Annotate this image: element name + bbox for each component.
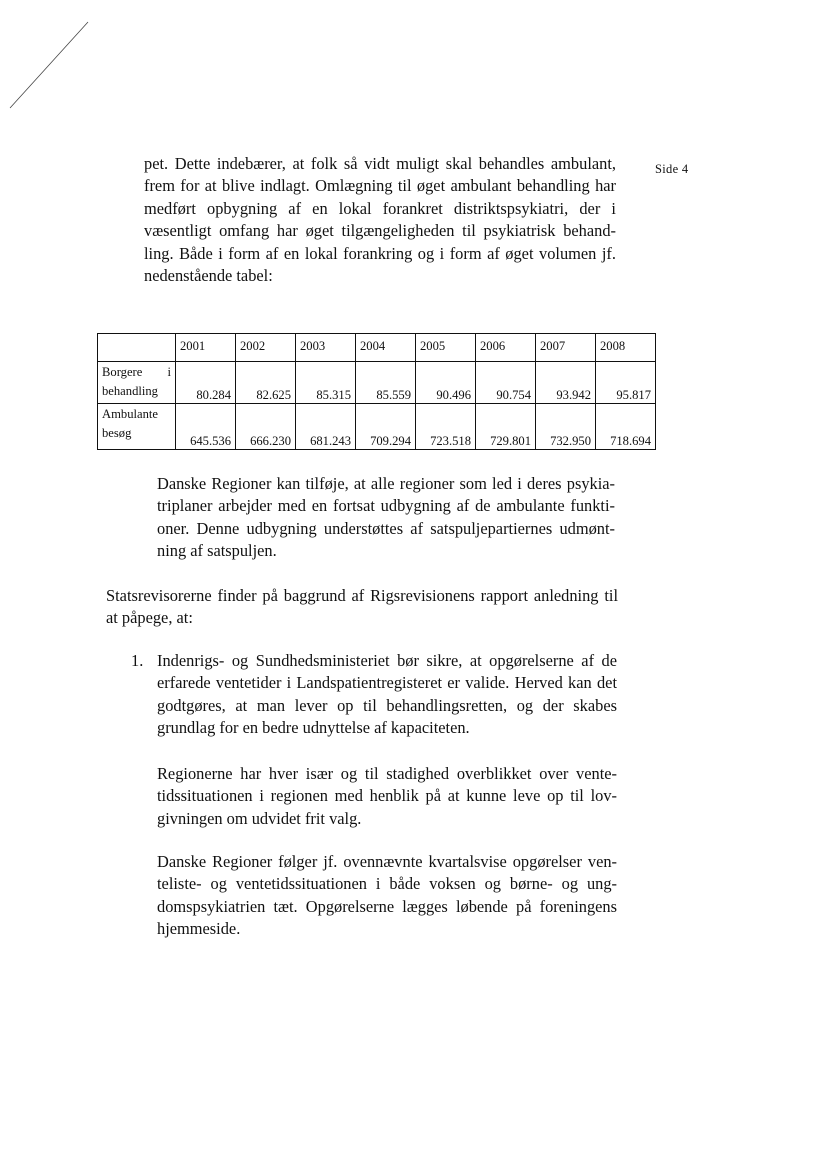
list-item-text: Indenrigs- og Sundhedsministeriet bør sikre, at opgørelserne af de erfarede ventetider i Landspatientregisteret er valide. Herved kan det godtgøres, at man lever op til behandlingsretten, og der skabes grundlag for en bedre udnyttelse af kapaciteten. — [157, 651, 617, 738]
table-cell: 729.801 — [476, 404, 536, 450]
table-cell: 82.625 — [236, 362, 296, 404]
auditors-paragraph: Statsrevisorerne finder på baggrund af Rigsrevisionens rapport anledning til at påpege, at: — [106, 586, 618, 628]
table-cell: 732.950 — [536, 404, 596, 450]
row-label-visits: Ambulante besøg — [98, 404, 176, 450]
year-header: 2008 — [596, 334, 656, 362]
row-label-citizens: Borgere i behandling — [98, 362, 176, 404]
regions-follow-paragraph: Danske Regioner følger jf. ovennævnte kvartalsvise opgørelser ven- teliste- og ventetidssituationen i både voksen og børne- og ung- domspsykiatrien tæt. Opgørelserne lægges løbende på foreningens hjemmeside. — [157, 852, 617, 939]
table-row — [98, 404, 656, 450]
year-header: 2003 — [296, 334, 356, 362]
year-header: 2006 — [476, 334, 536, 362]
year-header: 2004 — [356, 334, 416, 362]
table-cell: 90.496 — [416, 362, 476, 404]
table-cell: 723.518 — [416, 404, 476, 450]
table-cell: 90.754 — [476, 362, 536, 404]
table-cell: 93.942 — [536, 362, 596, 404]
table-cell: 666.230 — [236, 404, 296, 450]
page-number: Side 4 — [655, 162, 689, 176]
list-item-number: 1. — [131, 651, 144, 670]
year-header: 2001 — [176, 334, 236, 362]
regions-overview-paragraph: Regionerne har hver især og til stadighed overblikket over vente- tidssituationen i regionen med henblik på at kunne leve op til lov- givningen om udvidet frit valg. — [157, 764, 617, 828]
regions-note-paragraph: Danske Regioner kan tilføje, at alle regioner som led i deres psykia- triplaner arbejder med en fortsat udbygning af de ambulante funkti- oner. Denne udbygning understøttes af satspuljepartiernes udmønt- ning af satspuljen. — [157, 474, 615, 561]
year-header: 2005 — [416, 334, 476, 362]
psychiatry-stats-table — [97, 333, 656, 450]
table-row — [98, 362, 656, 404]
table-corner-cell — [98, 334, 176, 362]
year-header: 2007 — [536, 334, 596, 362]
table-cell: 95.817 — [596, 362, 656, 404]
table-cell: 85.559 — [356, 362, 416, 404]
table-cell: 645.536 — [176, 404, 236, 450]
year-header: 2002 — [236, 334, 296, 362]
table-cell: 80.284 — [176, 362, 236, 404]
table-header-row — [98, 334, 656, 362]
table-cell: 709.294 — [356, 404, 416, 450]
scan-mark — [0, 0, 120, 120]
table-cell: 85.315 — [296, 362, 356, 404]
intro-paragraph: pet. Dette indebærer, at folk så vidt muligt skal behandles ambulant, frem for at blive indlagt. Omlægning til øget ambulant behandling har medført opbygning af en lokal forankret distriktspsykiatri, der i væsentligt omfang har øget tilgængeligheden til psykiatrisk behand- ling. Både i form af en lokal forankring og i form af øget volumen jf. nedenstående tabel: — [144, 154, 616, 286]
table-cell: 718.694 — [596, 404, 656, 450]
table-cell: 681.243 — [296, 404, 356, 450]
